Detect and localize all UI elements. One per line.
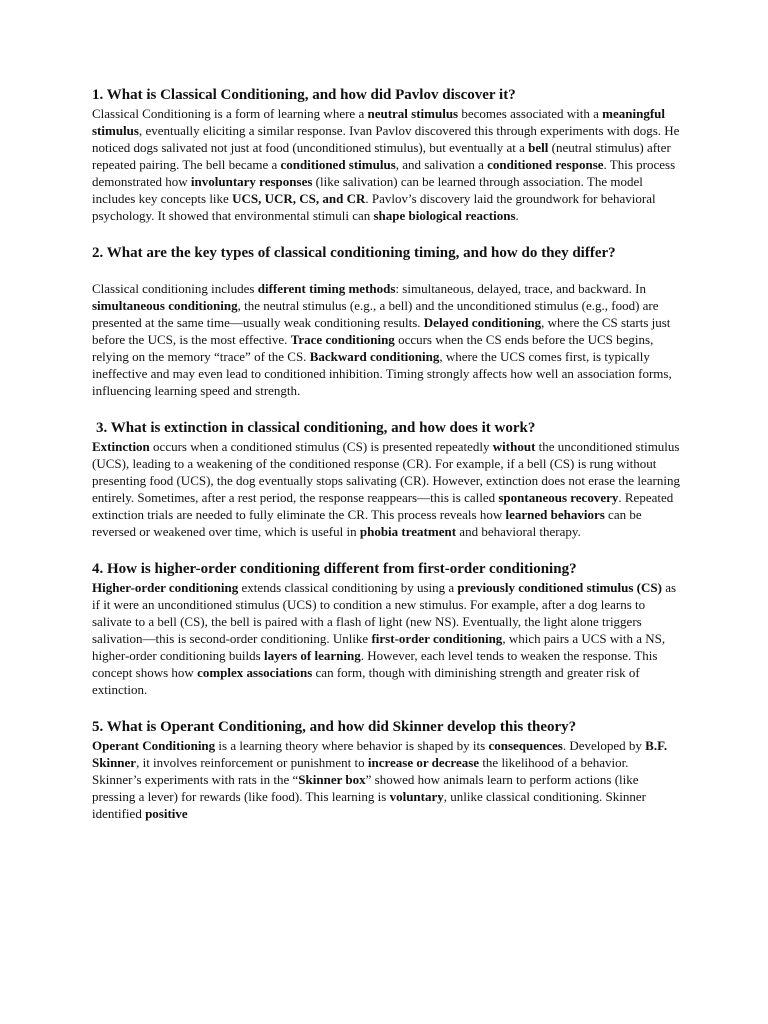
bold-term: conditioned stimulus — [280, 157, 396, 172]
text-run: : simultaneous, delayed, trace, and backward. In — [395, 281, 646, 296]
text-run: . Pavlov’s discovery laid the groundwork for behavioral psychology. It showed that environmental stimuli can — [92, 191, 656, 223]
text-run: . Developed by — [562, 738, 646, 753]
text-run: , and salivation a — [395, 157, 488, 172]
text-run: can be reversed or weakened over time, which is useful in — [92, 507, 642, 539]
bold-term: Higher-order conditioning — [92, 580, 239, 595]
text-run: , eventually eliciting a similar response. Ivan Pavlov discovered this through experiments with dogs. He noticed dogs salivated not just at food (unconditioned stimulus), but eventually at a — [92, 123, 680, 155]
text-run: extends classical conditioning by using a — [238, 580, 458, 595]
section-paragraph — [92, 737, 680, 822]
text-run: the unconditioned stimulus (UCS), leading to a weakening of the conditioned response (CR). For example, if a bell (CS) is rung without presenting food (UCS), the dog eventually stops salivating (CR). However, extinction does not erase the learning entirely. Sometimes, after a rest period, the response reappears—this is called — [92, 439, 680, 505]
text-run: ” showed how animals learn to perform actions (like pressing a lever) for rewards (like food). This learning is — [92, 772, 639, 804]
text-run: , the neutral stimulus (e.g., a bell) and the unconditioned stimulus (e.g., food) are presented at the same time—usually weak conditioning results. — [92, 298, 659, 330]
bold-term: first-order conditioning — [371, 631, 503, 646]
bold-term: neutral stimulus — [367, 106, 459, 121]
document-page — [92, 86, 680, 822]
bold-term: layers of learning — [263, 648, 361, 663]
bold-term: bell — [528, 140, 549, 155]
bold-term: Extinction — [92, 439, 150, 454]
section-operant-conditioning — [92, 718, 680, 822]
text-run: , where the CS starts just before the UCS, is the most effective. — [92, 315, 671, 347]
text-run: , it involves reinforcement or punishment to — [136, 755, 368, 770]
section-conditioning-timing — [92, 244, 680, 399]
text-run: becomes associated with a — [458, 106, 603, 121]
bold-term: without — [492, 439, 536, 454]
text-run: (like salivation) can be learned through association. The model includes key concepts like — [92, 174, 643, 206]
text-run: and behavioral therapy. — [456, 524, 581, 539]
text-run: (neutral stimulus) after repeated pairing. The bell became a — [92, 140, 671, 172]
bold-term: conditioned response — [487, 157, 604, 172]
bold-term: voluntary — [389, 789, 444, 804]
bold-term: spontaneous recovery — [498, 490, 619, 505]
text-run: , unlike classical conditioning. Skinner identified — [92, 789, 646, 821]
text-run: Classical conditioning includes — [92, 281, 258, 296]
bold-term: previously conditioned stimulus (CS) — [457, 580, 662, 595]
bold-term: different timing methods — [257, 281, 396, 296]
text-run: is a learning theory where behavior is shaped by its — [215, 738, 489, 753]
section-heading: 3. What is extinction in classical conditioning, and how does it work? — [96, 420, 536, 436]
text-run: . This process demonstrated how — [92, 157, 676, 189]
section-higher-order-conditioning — [92, 560, 680, 698]
section-extinction — [92, 419, 680, 540]
text-run: . — [515, 208, 519, 223]
section-heading: 2. What are the key types of classical conditioning timing, and how do they differ? — [92, 245, 616, 261]
text-run: occurs when a conditioned stimulus (CS) is presented repeatedly — [149, 439, 493, 454]
text-run: , where the UCS comes first, is typically ineffective and may even lead to conditioned inhibition. Timing strongly affects how well an association forms, influencing learning speed and strength. — [92, 349, 672, 398]
bold-term: complex associations — [197, 665, 313, 680]
bold-term: simultaneous conditioning — [92, 298, 238, 313]
bold-term: shape biological reactions — [373, 208, 516, 223]
section-heading: 4. How is higher-order conditioning different from first-order conditioning? — [92, 561, 577, 577]
bold-term: Trace conditioning — [290, 332, 395, 347]
bold-term: increase or decrease — [367, 755, 480, 770]
bold-term: consequences — [488, 738, 563, 753]
bold-term: UCS, UCR, CS, and CR — [232, 191, 366, 206]
text-run: , which pairs a UCS with a NS, higher-order conditioning builds — [92, 631, 666, 663]
text-run: can form, though with diminishing strength and greater risk of extinction. — [92, 665, 640, 697]
section-paragraph — [92, 105, 680, 224]
bold-term: Delayed conditioning — [423, 315, 542, 330]
bold-term: learned behaviors — [505, 507, 605, 522]
section-classical-conditioning — [92, 86, 680, 224]
bold-term: phobia treatment — [359, 524, 457, 539]
section-heading: 1. What is Classical Conditioning, and how did Pavlov discover it? — [92, 87, 516, 103]
section-heading: 5. What is Operant Conditioning, and how did Skinner develop this theory? — [92, 719, 577, 735]
bold-term: Skinner box — [298, 772, 366, 787]
bold-term: B.F. Skinner — [92, 738, 668, 770]
bold-term: Operant Conditioning — [92, 738, 216, 753]
section-paragraph — [92, 579, 680, 698]
bold-term: positive — [145, 806, 188, 821]
section-paragraph — [92, 280, 680, 399]
bold-term: involuntary responses — [190, 174, 313, 189]
text-run: as if it were an unconditioned stimulus (UCS) to condition a new stimulus. For example, after a dog learns to salivate to a bell (CS), the bell is paired with a flash of light (new NS). Eventually, the light alone triggers salivation—this is second-order conditioning. Unlike — [92, 580, 677, 646]
bold-term: Backward conditioning — [309, 349, 440, 364]
bold-term: meaningful stimulus — [92, 106, 666, 138]
text-run: . However, each level tends to weaken the response. This concept shows how — [92, 648, 658, 680]
text-run: Classical Conditioning is a form of learning where a — [92, 106, 368, 121]
text-run: . Repeated extinction trials are needed to fully eliminate the CR. This process reveals how — [92, 490, 674, 522]
text-run: the likelihood of a behavior. Skinner’s experiments with rats in the “ — [92, 755, 629, 787]
text-run: occurs when the CS ends before the UCS begins, relying on the memory “trace” of the CS. — [92, 332, 654, 364]
section-paragraph — [92, 438, 680, 540]
